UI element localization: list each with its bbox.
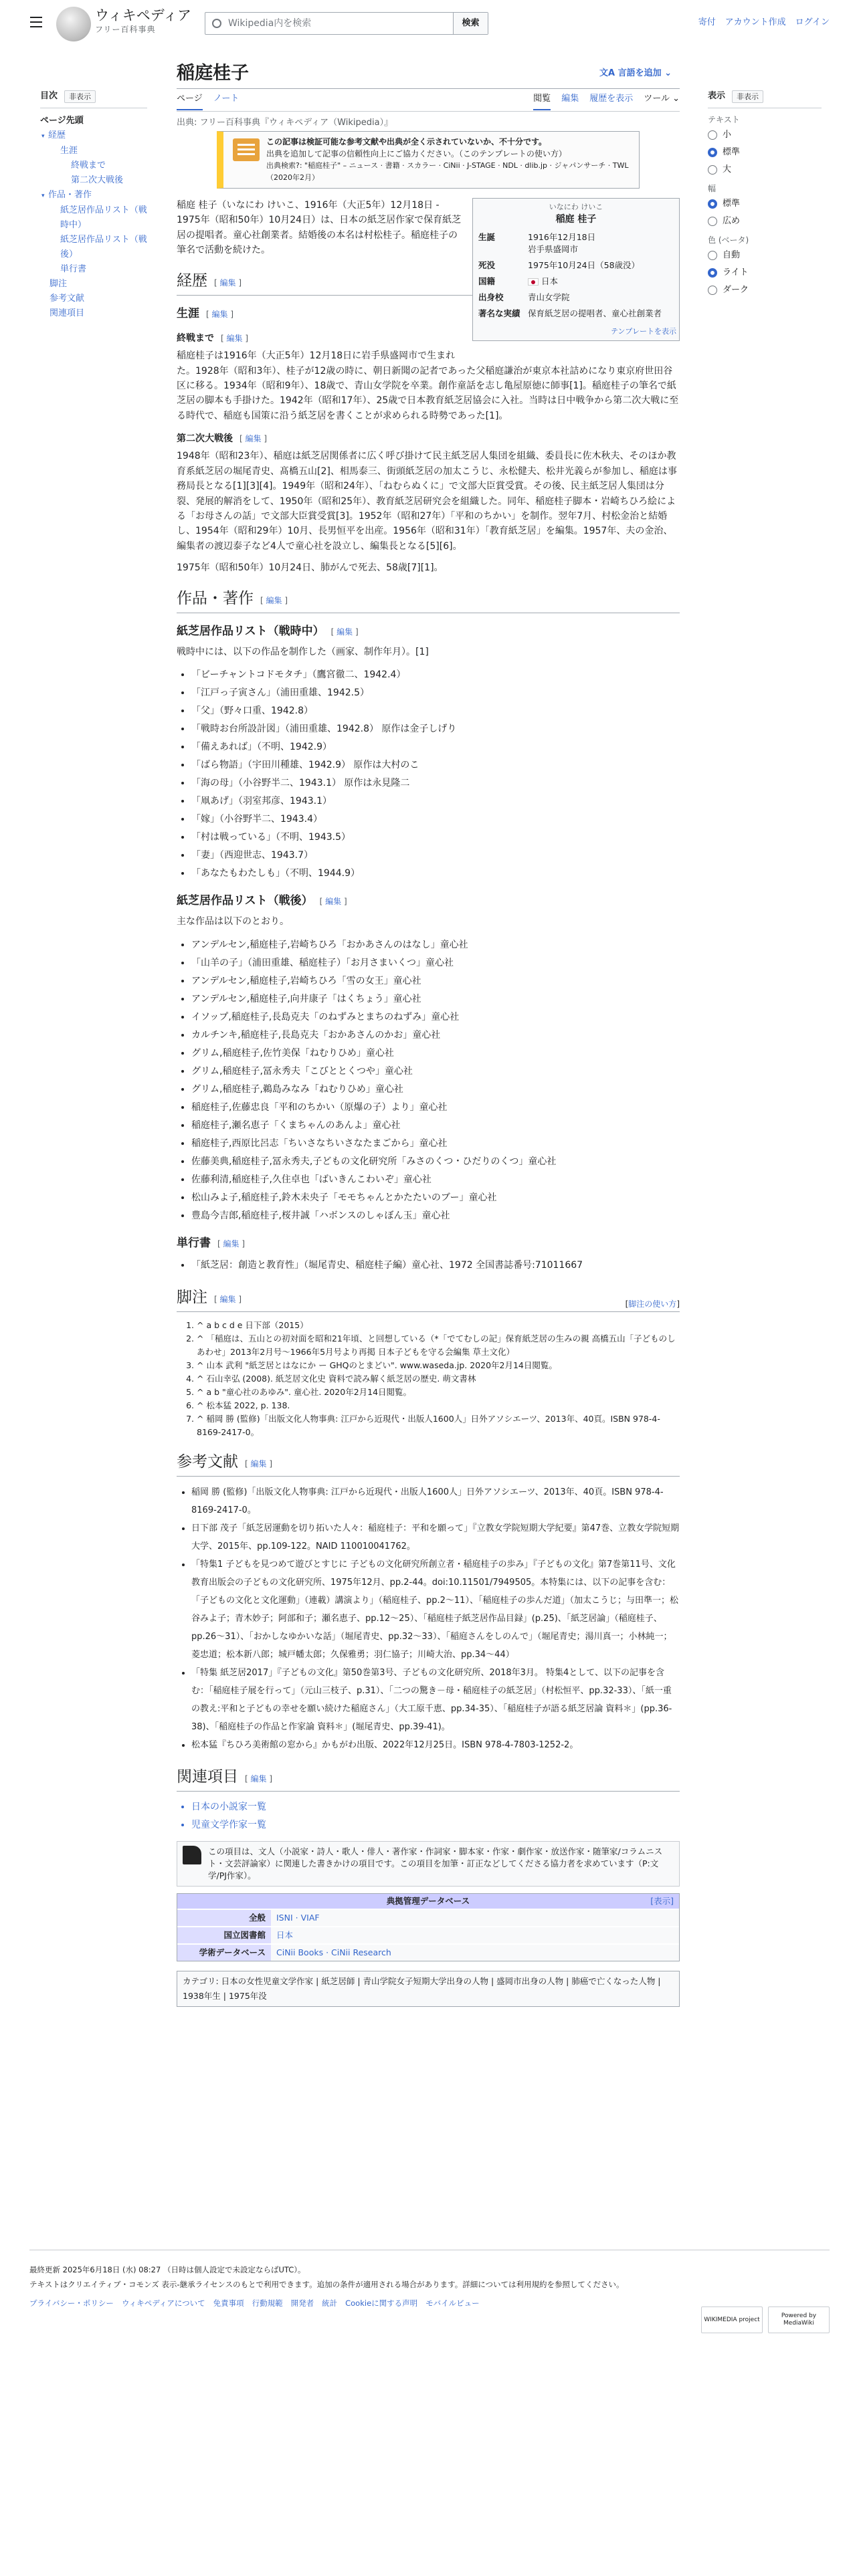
- infobox-row: [476, 290, 676, 306]
- reference-item: • 「特集 紙芝居2017」『子どもの文化』第50巻第3号、子どもの文化研究所、2018年3月。 特集4として、以下の記事を含む：「稲庭桂子展を行って」（元山三枝子、p.31）、「二つの驚き－母・稲庭桂子の紙芝居」（村松恒平、pp.32-33）、「紙一重の教え:平和と子どもの幸せを願い続けた稲庭さん」（大工原千恵、pp.34-35）、「稲庭桂子が語る紙芝居論 資料＊」(pp.36-38)、「稲庭桂子の作品と作家論 資料＊」(堀尾青史、pp.39-41)。: [191, 1664, 680, 1736]
- edit-link[interactable]: 編集: [226, 333, 243, 343]
- list-item: • アンデルセン,稲庭桂子,向井康子「はくちょう」童心社: [191, 990, 680, 1008]
- list-item: • グリム,稲庭桂子,鵜島みなみ「ねむりひめ」童心社: [191, 1081, 680, 1099]
- toc-item-label: 第二次大戦後: [71, 175, 124, 185]
- list-item: • 「嫁」（小谷野半二、1943.4）: [191, 811, 680, 829]
- toc-item-label: 終戦まで: [71, 160, 106, 171]
- toc-item-label: 経歴: [48, 130, 66, 140]
- edit-link[interactable]: 編集: [219, 1294, 236, 1304]
- authority-key: 全般: [177, 1909, 271, 1927]
- list-item: • 「山羊の子」（浦田重雄、稲庭桂子）「お月さまいくつ」童心社: [191, 954, 680, 972]
- toc-item[interactable]: [40, 158, 147, 173]
- infobox-value: 1916年12月18日 岩手県盛岡市: [528, 232, 596, 254]
- wikipedia-globe-logo[interactable]: [56, 7, 91, 41]
- prewar-paragraph: 稲庭桂子は1916年（大正5年）12月18日に岩手県盛岡市で生まれた。1928年（昭和3年）、桂子が12歳の時に、朝日新聞の記者であった父稲庭謙治が東京本社詰めになり東京府世田谷区に移る。1934年（昭和9年）、18歳で、青山女学院を卒業。創作童話を志し亀屋原徳に師事[1]。稲庭桂子の筆名で紙芝居の脚本も手掛けた。1942年（昭和17年）、25歳で日本教育紙芝居協会に入社。当時は日中戦争から第二次大戦に至る時代で、稲庭も国策に沿う紙芝居を書くことが求められる時勢であった[1]。: [177, 350, 679, 421]
- edit-link[interactable]: 編集: [325, 897, 342, 907]
- search-icon: [212, 19, 221, 28]
- toc-item-label: 単行書: [60, 263, 87, 274]
- postwar-paragraph-1: 1948年（昭和23年）、稲庭は紙芝居関係者に広く呼び掛けて民主紙芝居人集団を組織、委員長に佐木秋夫、そのほか教育系紙芝居の堀尾青史、髙橋五山[2]、相馬泰三、街頭紙芝居の加太こうじ、永松健夫、松井光義らが参加し、稲庭は事務局長となる[1][3][4]。1949年（昭和24年）、「ねむらぬくに」で文部大臣賞受賞。その後、民主紙芝居人集団は分裂、発展的解消をして、1950年（昭和25年）、教育紙芝居研究会を組織した。同年、稲庭桂子脚本・岩崎ちひろ絵による「お母さんの話」で文部大臣賞受賞[3]。1952年（昭和27年）「平和のちかい」を制作。翌年7月、村松金治と結婚し、1954年（昭和29年）10月、長男恒平を出産。1956年（昭和31年）「教育紙芝居」を編集。1957年、夫の金治、編集者の渡辺泰子など4人で童心社を設立し、編集長となる[5][6]。: [177, 451, 677, 552]
- appearance-option[interactable]: [708, 161, 822, 179]
- footnote-item: 5. ^ a b "童心社のあゆみ". 童心社. 2020年2月14日閲覧。: [197, 1386, 680, 1399]
- toc-item[interactable]: [40, 203, 147, 233]
- infobox: [472, 198, 680, 341]
- list-item: • 「海の母」（小谷野半二、1943.1） 原作は永見隆二: [191, 774, 680, 792]
- radio-icon[interactable]: [708, 286, 717, 295]
- authority-row: [177, 1944, 679, 1961]
- japan-flag-icon: [528, 278, 539, 286]
- wordmark-tagline: フリー百科事典: [95, 25, 156, 34]
- reference-item: • 「特集1 子どもを見つめて遊びとすじに 子どもの文化研究所創立者・稲庭桂子の歩み」『子どもの文化』第7巻第11号、文化教育出版会の子どもの文化研究所、1975年12月、pp.2-44。doi:10.11501/7949505。本特集には、以下の記事を含む：「子どもの文化と文化運動」（連載）講演より」（稲庭桂子、pp.2〜11）、「稲庭桂子の歩んだ道」（加太こうじ；与田準一；松谷みよ子；青木妙子；阿部和子；瀬名恵子、pp.12〜25）、「稲庭桂子紙芝居作品目録」(p.25)、「紙芝居論」（稲庭桂子、pp.26〜31）、「おかしなゆかいな話」（堀尾青史、pp.32〜33）、「稲庭さんをしのんで」（堀尾青史；湯川真一；小林純一；菱忠道；松本新八郎；城戸幡太郎；久保雅勇；羽仁協子；川崎大治、pp.34〜44）: [191, 1555, 680, 1664]
- infobox-row: [476, 257, 676, 274]
- page-footer: [29, 2250, 830, 2327]
- list-item: • 「戦時お台所設計図」（浦田重雄、1942.8） 原作は金子しげり: [191, 720, 680, 738]
- edit-link[interactable]: 編集: [211, 309, 228, 319]
- postwar-list: [191, 936, 680, 1225]
- page-tabs: [177, 92, 680, 111]
- mediawiki-badge[interactable]: Powered by MediaWiki: [768, 2306, 830, 2333]
- appearance-option-label: 大: [723, 164, 732, 175]
- appearance-group-label: 色 (ベータ): [708, 235, 749, 245]
- page-title: 稲庭桂子: [177, 63, 249, 84]
- footer-link[interactable]: 統計: [322, 2298, 338, 2308]
- toc-item[interactable]: [40, 188, 147, 203]
- toc-hide-button[interactable]: 非表示: [64, 90, 96, 104]
- section-related: 関連項目 [ 編集 ]: [177, 1766, 680, 1792]
- infobox-template-link[interactable]: テンプレートを表示: [610, 327, 676, 336]
- infobox-key: 出身校: [478, 292, 504, 302]
- list-item: • グリム,稲庭桂子,佐竹美保「ねむりひめ」童心社: [191, 1045, 680, 1063]
- radio-icon[interactable]: [708, 251, 717, 260]
- edit-link[interactable]: 編集: [250, 1459, 267, 1469]
- list-item: • アンデルセン,稲庭桂子,岩崎ちひろ「雪の女王」童心社: [191, 972, 680, 990]
- toc-item-label: 紙芝居作品リスト（戦後）: [60, 234, 147, 259]
- edit-link[interactable]: 編集: [245, 434, 262, 444]
- infobox-row: [476, 306, 676, 322]
- list-item: • アンデルセン,稲庭桂子,岩崎ちひろ「おかあさんのはなし」童心社: [191, 936, 680, 954]
- authority-toggle[interactable]: 表示: [654, 1895, 671, 1906]
- footer-link[interactable]: 免責事項: [213, 2298, 244, 2308]
- list-item: • 稲庭桂子,瀬名恵子「くまちゃんのあんよ」童心社: [191, 1117, 680, 1135]
- list-item: • 「紙芝居：創造と教育性」（堀尾青史、稲庭桂子編）童心社、1972 全国書誌番号:71011667: [191, 1257, 680, 1275]
- edit-link[interactable]: 編集: [266, 595, 282, 605]
- radio-icon[interactable]: [708, 148, 717, 157]
- footer-link[interactable]: Cookieに関する声明: [345, 2298, 418, 2308]
- wartime-list: [191, 666, 680, 883]
- toc-item[interactable]: [40, 306, 147, 321]
- infobox-caption: いなにわ けいこ: [549, 203, 603, 211]
- chevron-down-icon[interactable]: ▾: [41, 132, 45, 140]
- lead-paragraph: 稲庭 桂子（いなにわ けいこ、1916年（大正5年）12月18日 - 1975年（昭和50年）10月24日）は、日本の紙芝居作家で保育紙芝居の提唱者。童心社創業者。結婚後の本名は村松桂子。稲庭桂子の筆名で活動を続けた。: [177, 200, 462, 256]
- section-list-postwar: 紙芝居作品リスト（戦後） [ 編集 ]: [177, 894, 347, 908]
- edit-link[interactable]: 編集: [223, 1239, 240, 1249]
- appearance-option[interactable]: [708, 144, 822, 161]
- radio-icon[interactable]: [708, 217, 717, 226]
- list-item: • 松山みよ子,稲庭桂子,鈴木未央子「モモちゃんとかたたいのブー」童心社: [191, 1189, 680, 1207]
- authority-value[interactable]: CiNii Books · CiNii Research: [271, 1944, 679, 1961]
- appearance-option[interactable]: [708, 247, 822, 264]
- refs-list: [191, 1483, 680, 1754]
- authority-value[interactable]: ISNI · VIAF: [271, 1909, 679, 1927]
- toc-item-label: 参考文献: [50, 293, 85, 304]
- add-languages-button[interactable]: 文A 言語を追加 ⌄: [599, 68, 672, 78]
- list-item: • 「ビーチャントコドモタチ」（鷹宮徹二、1942.4）: [191, 666, 680, 684]
- infobox-key: 国籍: [478, 276, 496, 286]
- appearance-option-label: 小: [723, 129, 732, 140]
- toc-item-label: 脚注: [50, 278, 68, 289]
- appearance-option-label: 標準: [723, 146, 741, 157]
- toc-item[interactable]: [40, 128, 147, 144]
- appearance-group-label: 幅: [708, 183, 717, 193]
- section-list-wartime: 紙芝居作品リスト（戦時中） [ 編集 ]: [177, 624, 359, 638]
- appearance-title: 表示: [708, 91, 726, 101]
- search-button[interactable]: 検索: [453, 13, 488, 34]
- main-menu-icon[interactable]: [27, 13, 45, 32]
- postwar-intro: 主な作品は以下のとおり。: [177, 916, 289, 928]
- related-list: [191, 1798, 680, 1834]
- toc-item-label: 生涯: [60, 145, 78, 156]
- appearance-option[interactable]: [708, 126, 822, 144]
- radio-icon[interactable]: [708, 130, 717, 140]
- from-line: 出典: フリー百科事典『ウィキペディア（Wikipedia）』: [177, 118, 393, 128]
- appearance-option-label: ダーク: [723, 285, 749, 296]
- footnote-item: 6. ^ 松本猛 2022, p. 138.: [197, 1399, 680, 1412]
- donate-link[interactable]: 寄付: [698, 17, 716, 27]
- appearance-option[interactable]: [708, 264, 822, 282]
- last-modified: 最終更新 2025年6月18日 (水) 08:27 （日時は個人設定で未設定ならばUTC）。: [29, 2265, 306, 2274]
- radio-icon[interactable]: [708, 199, 717, 209]
- toc-item[interactable]: [40, 233, 147, 262]
- authority-title: 典拠管理データベース: [386, 1895, 470, 1906]
- category-box: カテゴリ: 日本の女性児童文学作家 | 紙芝居師 | 青山学院女子短期大学出身の人物 | 盛岡市出身の人物 | 肺癌で亡くなった人物 | 1938年生 | 1975年没: [177, 1971, 680, 2007]
- list-item: • 「江戸っ子寅さん」（浦田重雄、1942.5）: [191, 684, 680, 702]
- footnote-item: 3. ^ 山本 武利 "紙芝居とはなにか ー GHQのとまどい". www.waseda.jp. 2020年2月14日閲覧。: [197, 1359, 680, 1372]
- section-postwar: 第二次大戦後 [ 編集 ]: [177, 433, 268, 445]
- toc-item-label: 紙芝居作品リスト（戦時中）: [60, 205, 147, 230]
- authority-table: [177, 1909, 679, 1961]
- footer-link[interactable]: モバイルビュー: [425, 2298, 480, 2308]
- edit-link[interactable]: 編集: [219, 278, 236, 288]
- list-item: • 稲庭桂子,佐藤忠良「平和のちかい（原爆の子）より」童心社: [191, 1099, 680, 1117]
- list-item: • 「父」（野々口重、1942.8）: [191, 702, 680, 720]
- infobox-key: 著名な実績: [478, 308, 520, 318]
- list-item: • 豊島今吉郎,稲庭桂子,桜井誠「ハボンスのしゃぼん玉」童心社: [191, 1207, 680, 1225]
- appearance-hide-button[interactable]: 非表示: [732, 90, 763, 104]
- section-books: 単行書 [ 編集 ]: [177, 1236, 246, 1250]
- authority-key: 国立図書館: [177, 1927, 271, 1944]
- authority-control: 典拠管理データベース [表示] 全般 ISNI · VIAF 国立図書館 日本 学術データベース CiNii Books · CiNii Research: [177, 1893, 680, 1961]
- footnote-item: 4. ^ 石山幸弘 (2008). 紙芝居文化史 資料で読み解く紙芝居の歴史. 萌文書林: [197, 1372, 680, 1386]
- section-works: 作品・著作 [ 編集 ]: [177, 588, 680, 613]
- edit-link[interactable]: 編集: [337, 627, 353, 637]
- footer-link[interactable]: ウィキペディアについて: [121, 2298, 205, 2308]
- list-item: • 「村は戦っている」（不明、1943.5）: [191, 829, 680, 847]
- related-link[interactable]: • 日本の小説家一覧: [191, 1798, 680, 1816]
- appearance-option[interactable]: [708, 282, 822, 299]
- authority-value[interactable]: 日本: [271, 1927, 679, 1944]
- authority-row: [177, 1927, 679, 1944]
- license-text: テキストはクリエイティブ・コモンズ 表示-継承ライセンスのもとで利用できます。追加の条件が適用される場合があります。詳細については利用規約を参照してください。: [29, 2280, 624, 2289]
- tabs-divider: [177, 111, 680, 112]
- tab-history[interactable]: 履歴を表示: [589, 94, 634, 104]
- list-item: • 「妻」（西迎世志、1943.7）: [191, 847, 680, 865]
- section-career: 経歴 [ 編集 ]: [177, 270, 680, 296]
- section-notes: 脚注 [ 編集 ] [脚注の使い方]: [177, 1287, 680, 1312]
- user-links: [698, 16, 830, 30]
- appearance-option-label: 標準: [723, 199, 741, 209]
- search-form: [205, 12, 488, 35]
- tab-page[interactable]: ページ: [177, 92, 203, 110]
- wordmark-title: ウィキペディア: [95, 7, 192, 23]
- radio-icon[interactable]: [708, 268, 717, 278]
- stub-notice: この項目は、文人（小説家・詩人・歌人・俳人・著作家・作詞家・脚本家・作家・劇作家・放送作家・随筆家/コラムニスト・文芸評論家）に関連した書きかけの項目です。この項目を加筆・訂正などしてくださる協力者を求めています（P:文学/PJ作家）。: [177, 1841, 680, 1887]
- wikimedia-badge[interactable]: WIKIMEDIA project: [701, 2306, 763, 2333]
- infobox-value: 青山女学院: [528, 292, 570, 302]
- footnote-item: 1. ^ a b c d e 日下部（2015）: [197, 1319, 680, 1332]
- infobox-key: 生誕: [478, 232, 496, 242]
- list-item: • 「凧あげ」（羽室邦彦、1943.1）: [191, 792, 680, 811]
- infobox-row: [476, 274, 676, 290]
- login-link[interactable]: ログイン: [795, 17, 830, 27]
- list-item: • グリム,稲庭桂子,冨永秀夫「こびととくつや」童心社: [191, 1063, 680, 1081]
- footer-link[interactable]: 開発者: [290, 2298, 314, 2308]
- infobox-key: 死没: [478, 260, 496, 270]
- infobox-row: [476, 229, 676, 257]
- footnote-item: 2. ^ 「稲庭は、五山との初対面を昭和21年頃、と回想している（*「でてむしの記」保育紙芝居の生みの親 高橋五山「子どものしあわせ」2013年2月号〜1966年5月号より再掲 日本子どもを守る会編集 草土文化）: [197, 1332, 680, 1359]
- list-item: • 「備えあれば」（不明、1942.9）: [191, 738, 680, 756]
- toc-item[interactable]: [40, 114, 147, 128]
- toc-item-label: ページ先頭: [40, 115, 84, 126]
- appearance-option-label: 自動: [723, 250, 741, 261]
- list-item: • 稲庭桂子,西原比呂志「ちいさなちいさなたまごから」童心社: [191, 1135, 680, 1153]
- footnote-item: 7. ^ 稲岡 勝 (監修)「出版文化人物事典: 江戸から近現代・出版人1600人」日外アソシエーツ、2013年、40頁。ISBN 978-4-8169-2417-0。: [197, 1412, 680, 1439]
- toc-item-label: 作品・著作: [48, 189, 92, 200]
- wordmark[interactable]: [95, 7, 191, 35]
- infobox-value: 保育紙芝居の提唱者、童心社創業者: [528, 308, 662, 318]
- toc-item[interactable]: [40, 292, 147, 306]
- notes-list: [197, 1319, 680, 1439]
- appearance-panel: [708, 90, 822, 299]
- citation-notice: この記事は検証可能な参考文献や出典が全く示されていないか、不十分です。 出典を追加して記事の信頼性向上にご協力ください。（このテンプレートの使い方） 出典検索?: "稲庭桂子" – ニュース · 書籍 · スカラー · CiNii · J-STAGE · NDL · dlib.jp · ジャパンサーチ · TWL（2020年2月）: [217, 131, 640, 189]
- section-life: 生涯 [ 編集 ]: [177, 306, 234, 320]
- appearance-option[interactable]: [708, 213, 822, 230]
- reference-item: • 松本猛『ちひろ美術館の窓から』かもがわ出版、2022年12月25日。ISBN 978-4-7803-1252-2。: [191, 1736, 680, 1754]
- edit-link[interactable]: 編集: [250, 1774, 267, 1784]
- appearance-option-label: ライト: [723, 267, 749, 278]
- list-item: • 「あなたもわたしも」（不明、1944.9）: [191, 865, 680, 883]
- tab-talk[interactable]: ノート: [213, 94, 240, 104]
- section-refs: 参考文献 [ 編集 ]: [177, 1451, 680, 1477]
- tab-read[interactable]: 閲覧: [533, 92, 551, 110]
- article-content: [177, 131, 680, 2007]
- reference-item: • 日下部 茂子「紙芝居運動を切り拓いた人々：稲庭桂子：平和を願って」『立教女学院短期大学紀要』第47巻、立教女学院短期大学、2015年、pp.109-122。NAID 110010041762。: [191, 1519, 680, 1555]
- appearance-group-label: テキスト: [708, 114, 740, 124]
- appearance-option-label: 広め: [723, 216, 741, 227]
- toc-item[interactable]: [40, 262, 147, 277]
- postwar-paragraph-2: 1975年（昭和50年）10月24日、肺がんで死去、58歳[7][1]。: [177, 562, 444, 574]
- quill-icon: [183, 1846, 201, 1864]
- tab-edit[interactable]: 編集: [561, 94, 579, 104]
- create-account-link[interactable]: アカウント作成: [725, 17, 786, 27]
- list-item: • 「ばら物語」（宇田川種雄、1942.9） 原作は大村のこ: [191, 756, 680, 774]
- section-prewar: 終戦まで [ 編集 ]: [177, 332, 249, 344]
- list-item: • カルチンキ,稲庭桂子,長島克夫「おかあさんのかお」童心社: [191, 1027, 680, 1045]
- reference-item: • 稲岡 勝 (監修)「出版文化人物事典: 江戸から近現代・出版人1600人」日外アソシエーツ、2013年、40頁。ISBN 978-4-8169-2417-0。: [191, 1483, 680, 1519]
- title-divider: [177, 88, 680, 89]
- toc-title: 目次: [40, 91, 58, 101]
- infobox-name: 稲庭 桂子: [555, 214, 597, 225]
- appearance-option[interactable]: [708, 195, 822, 213]
- toc-item[interactable]: [40, 144, 147, 158]
- related-link[interactable]: • 児童文学作家一覧: [191, 1816, 680, 1834]
- list-item: • 佐藤利清,稲庭桂子,久住卓也「ばいきんこわいぞ」童心社: [191, 1171, 680, 1189]
- book-icon: [233, 138, 260, 161]
- list-item: • イソップ,稲庭桂子,長島克夫「のねずみとまちのねずみ」童心社: [191, 1008, 680, 1027]
- toc-item[interactable]: [40, 173, 147, 188]
- search-input[interactable]: Wikipedia内を検索: [205, 13, 453, 34]
- table-of-contents: [40, 90, 147, 321]
- notes-howto-link[interactable]: 脚注の使い方: [628, 1299, 677, 1309]
- infobox-table: [476, 229, 676, 322]
- infobox-value: 1975年10月24日（58歳没）: [528, 260, 640, 270]
- toc-item-label: 関連項目: [50, 308, 85, 318]
- books-list: [191, 1257, 680, 1275]
- wartime-intro: 戦時中には、以下の作品を制作した（画家、制作年月）。[1]: [177, 646, 429, 657]
- infobox-value: 日本: [525, 274, 676, 290]
- radio-icon[interactable]: [708, 165, 717, 175]
- footer-link[interactable]: プライバシー・ポリシー: [29, 2298, 114, 2308]
- chevron-down-icon[interactable]: ▾: [41, 192, 45, 199]
- toc-item[interactable]: [40, 277, 147, 292]
- authority-row: [177, 1909, 679, 1927]
- list-item: • 佐藤美典,稲庭桂子,冨永秀夫,子どもの文化研究所「みさのくつ・ひだりのくつ」童心社: [191, 1153, 680, 1171]
- footer-link[interactable]: 行動規範: [252, 2298, 283, 2308]
- site-header: [0, 0, 859, 47]
- authority-key: 学術データベース: [177, 1944, 271, 1961]
- tools-menu[interactable]: ツール ⌄: [644, 94, 680, 104]
